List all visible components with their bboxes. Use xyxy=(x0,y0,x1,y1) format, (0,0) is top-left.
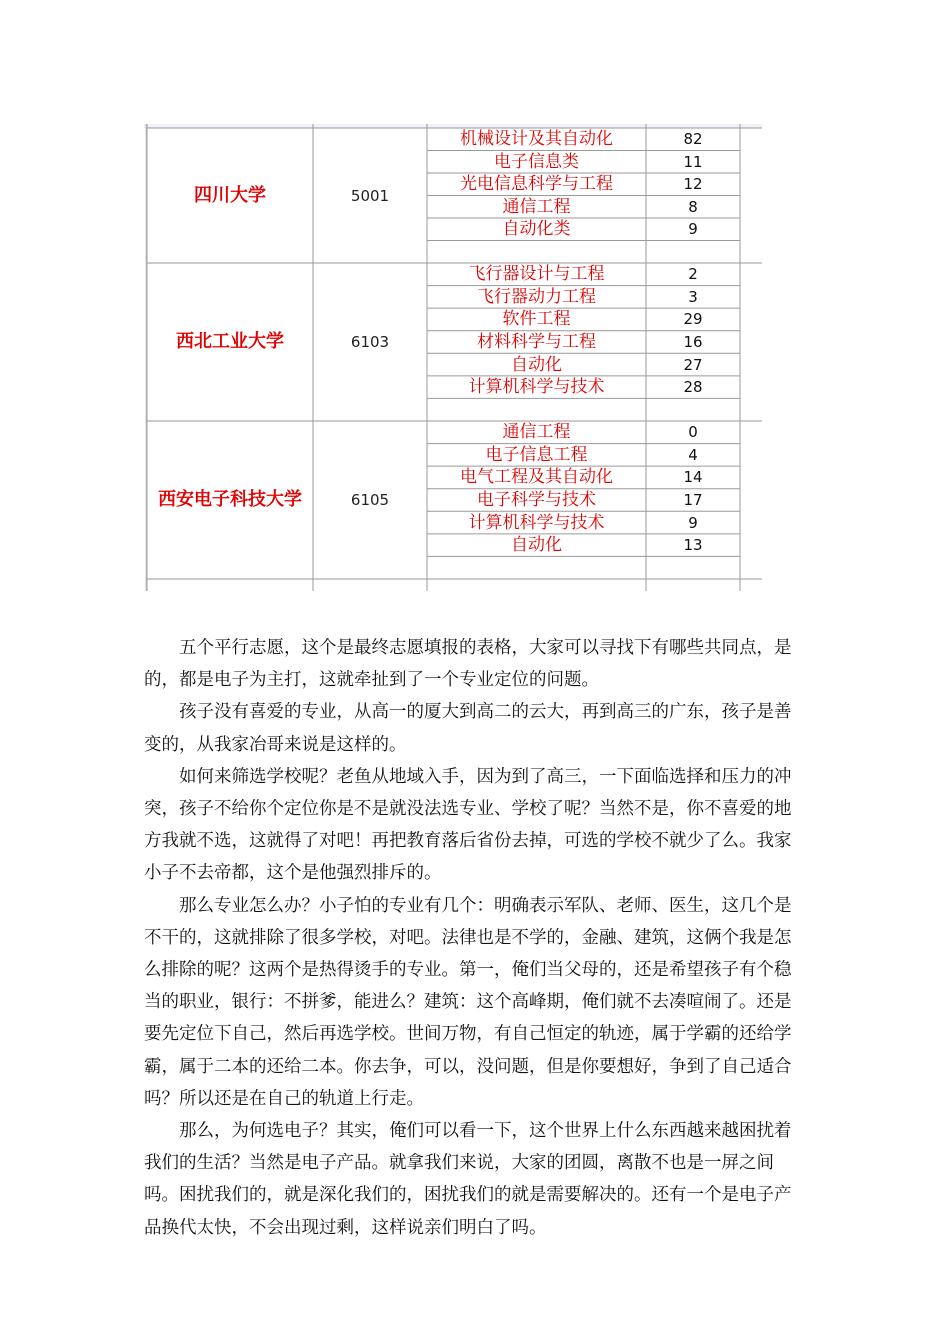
major-count-cell: 28 xyxy=(683,378,703,397)
major-name-cell: 机械设计及其自动化 xyxy=(460,129,613,150)
paragraph: 孩子没有喜爱的专业，从高一的厦大到高二的云大，再到高三的广东，孩子是善变的，从我家冶哥来说是这样的。 xyxy=(144,702,792,755)
major-name-cell: 计算机科学与技术 xyxy=(468,377,605,398)
major-name-cell: 飞行器动力工程 xyxy=(477,286,596,307)
paragraph: 如何来筛选学校呢？老鱼从地域入手，因为到了高三，一下面临选择和压力的冲突，孩子不给你个定位你是不是就没法选专业、学校了呢？当然不是，你不喜爱的地方我就不选，这就得了对吧！再把教育落后省份去掉，可选的学校不就少了么。我家小子不去帝都，这个是他强烈排斥的。 xyxy=(144,766,792,884)
major-count-cell: 82 xyxy=(683,130,703,149)
paragraph: 那么专业怎么办？小子怕的专业有几个：明确表示军队、老师、医生，这几个是不干的，这就排除了很多学校，对吧。法律也是不学的，金融、建筑，这俩个我是怎么排除的呢？这两个是热得烫手的专业。第一，俺们当父母的，还是希望孩子有个稳当的职业，银行：不拼爹，能进么？建筑：这个高峰期，俺们就不去凑喧闹了。还是要先定位下自己，然后再选学校。世间万物，有自己恒定的轨迹，属于学霸的还给学霸，属于二本的还给二本。你去争，可以，没问题，但是你要想好，争到了自己适合吗？所以还是在自己的轨道上行走。 xyxy=(144,895,792,1109)
major-count-cell: 9 xyxy=(688,220,698,239)
major-count-cell: 27 xyxy=(683,355,703,374)
major-count-cell: 13 xyxy=(683,536,703,555)
university-cell: 四川大学 xyxy=(194,184,266,206)
major-name-cell: 自动化类 xyxy=(502,219,571,240)
major-count-cell: 12 xyxy=(683,175,703,194)
university-cell: 西北工业大学 xyxy=(176,331,284,352)
major-name-cell: 自动化 xyxy=(511,354,562,375)
university-code-cell: 6105 xyxy=(350,491,390,509)
major-name-cell: 软件工程 xyxy=(502,309,571,330)
major-name-cell: 电气工程及其自动化 xyxy=(460,467,613,488)
major-count-cell: 11 xyxy=(683,152,703,171)
university-code-cell: 6103 xyxy=(350,333,390,351)
major-count-cell: 0 xyxy=(688,423,698,442)
spreadsheet-screenshot xyxy=(144,124,762,591)
university-code-cell: 5001 xyxy=(350,186,390,205)
major-count-cell: 9 xyxy=(688,513,698,532)
major-name-cell: 电子信息工程 xyxy=(485,444,588,465)
major-count-cell: 3 xyxy=(688,287,698,306)
major-name-cell: 通信工程 xyxy=(502,196,571,217)
major-count-cell: 29 xyxy=(683,310,703,329)
major-name-cell: 计算机科学与技术 xyxy=(468,512,605,533)
major-name-cell: 材料科学与工程 xyxy=(477,332,596,352)
major-count-cell: 2 xyxy=(688,265,698,284)
major-name-cell: 电子科学与技术 xyxy=(477,490,596,510)
major-name-cell: 电子信息类 xyxy=(494,151,579,172)
major-count-cell: 4 xyxy=(688,445,698,464)
major-count-cell: 16 xyxy=(683,333,703,351)
major-name-cell: 飞行器设计与工程 xyxy=(468,264,605,285)
article-body xyxy=(144,632,804,1244)
major-count-cell: 17 xyxy=(683,491,703,509)
paragraph: 那么，为何选电子？其实，俺们可以看一下，这个世界上什么东西越来越困扰着我们的生活？当然是电子产品。就拿我们来说，大家的团圆，离散不也是一屏之间吗。困扰我们的，就是深化我们的，困扰我们的就是需要解决的。还有一个是电子产品换代太快，不会出现过剩，这样说亲们明白了吗。 xyxy=(144,1121,792,1238)
major-name-cell: 光电信息科学与工程 xyxy=(460,174,613,195)
major-name-cell: 通信工程 xyxy=(502,422,571,443)
major-name-cell: 自动化 xyxy=(511,535,562,556)
university-cell: 西安电子科技大学 xyxy=(158,489,302,510)
major-count-cell: 8 xyxy=(688,197,698,216)
major-count-cell: 14 xyxy=(683,468,703,487)
paragraph: 五个平行志愿，这个是最终志愿填报的表格，大家可以寻找下有哪些共同点，是的，都是电子为主打，这就牵扯到了一个专业定位的问题。 xyxy=(144,638,792,691)
